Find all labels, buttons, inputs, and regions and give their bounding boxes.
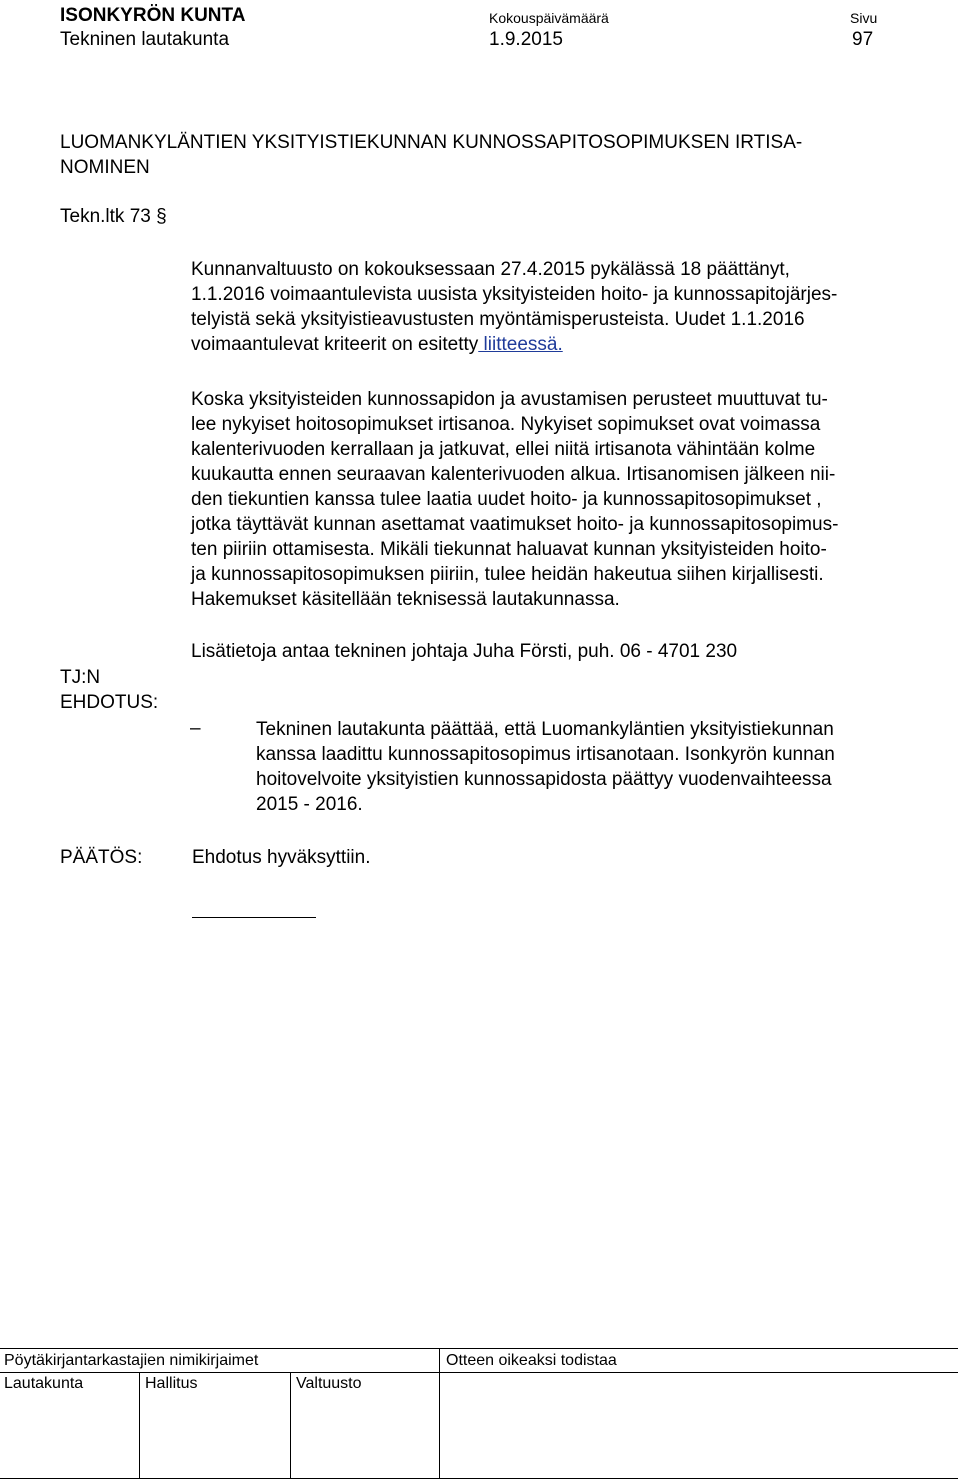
page-label: Sivu bbox=[850, 10, 878, 26]
meeting-date: 1.9.2015 bbox=[489, 29, 563, 50]
footer-divider bbox=[290, 1372, 291, 1478]
paragraph-reasoning bbox=[191, 387, 931, 612]
text-line bbox=[191, 332, 931, 357]
text-line: Kunnanvaltuusto on kokouksessaan 27.4.2015 pykälässä 18 päättänyt, bbox=[191, 259, 790, 280]
footer-bottom-rule bbox=[0, 1478, 958, 1479]
text-line: kanssa laadittu kunnossapitosopimus irtisanotaan. Isonkyrön kunnan bbox=[256, 744, 835, 765]
text-line: ten piiriin ottamisesta. Mikäli tiekunnat haluavat kunnan yksityisteiden hoito- bbox=[191, 539, 827, 560]
meeting-date-label: Kokouspäivämäärä bbox=[489, 10, 609, 26]
section-title-line: NOMINEN bbox=[60, 157, 150, 178]
footer-col-government: Hallitus bbox=[145, 1375, 198, 1392]
proposal-label-line: TJ:N bbox=[60, 667, 101, 688]
text-line: 2015 - 2016. bbox=[256, 794, 363, 815]
contact-info bbox=[191, 639, 931, 664]
text-line: kalenterivuoden kerrallaan ja jatkuvat, ellei niitä irtisanota vähintään kolme bbox=[191, 439, 816, 460]
proposal-label-line: EHDOTUS: bbox=[60, 692, 159, 713]
paragraph-background bbox=[191, 257, 931, 357]
footer-col-board: Lautakunta bbox=[4, 1375, 84, 1392]
text-line: telyistä sekä yksityistieavustusten myöntämisperusteista. Uudet 1.1.2016 bbox=[191, 309, 805, 330]
text-line: den tiekuntien kanssa tulee laatia uudet hoito- ja kunnossapitosopimukset , bbox=[191, 489, 822, 510]
section-title-line: LUOMANKYLÄNTIEN YKSITYISTIEKUNNAN KUNNOSSAPITOSOPIMUKSEN IRTISA- bbox=[60, 132, 803, 153]
footer-divider bbox=[439, 1348, 440, 1478]
section-title bbox=[60, 130, 940, 180]
proposal-label bbox=[60, 665, 158, 715]
attachment-link[interactable]: liitteessä. bbox=[478, 334, 563, 355]
text-line: Koska yksityisteiden kunnossapidon ja avustamisen perusteet muuttuvat tu- bbox=[191, 389, 828, 410]
signature-line bbox=[192, 917, 316, 918]
section-reference: Tekn.ltk 73 § bbox=[60, 206, 167, 227]
text-line: ja kunnossapitosopimuksen piiriin, tulee heidän hakeutua siihen kirjallisesti. bbox=[191, 564, 824, 585]
organization-name: ISONKYRÖN KUNTA bbox=[60, 5, 246, 26]
footer-middle-rule bbox=[0, 1372, 958, 1373]
footer-col-council: Valtuusto bbox=[296, 1375, 362, 1392]
proposal-text bbox=[256, 717, 946, 817]
footer-divider bbox=[139, 1372, 140, 1478]
decision-label: PÄÄTÖS: bbox=[60, 847, 143, 868]
text-fragment: voimaantulevat kriteerit on esitetty bbox=[191, 334, 479, 355]
bullet-dash: – bbox=[190, 718, 201, 739]
board-name: Tekninen lautakunta bbox=[60, 29, 230, 50]
text-line: jotka täyttävät kunnan asettamat vaatimukset hoito- ja kunnossapitosopimus- bbox=[191, 514, 839, 535]
page-number: 97 bbox=[852, 29, 874, 50]
certified-copy-label: Otteen oikeaksi todistaa bbox=[446, 1352, 617, 1369]
text-line: lee nykyiset hoitosopimukset irtisanoa. Nykyiset sopimukset ovat voimassa bbox=[191, 414, 821, 435]
text-line: Lisätietoja antaa tekninen johtaja Juha Försti, puh. 06 - 4701 230 bbox=[191, 641, 738, 662]
signatures-label: Pöytäkirjantarkastajien nimikirjaimet bbox=[4, 1352, 259, 1369]
text-line: kuukautta ennen seuraavan kalenterivuoden alkua. Irtisanomisen jälkeen nii- bbox=[191, 464, 836, 485]
text-line: hoitovelvoite yksityistien kunnossapidosta päättyy vuodenvaihteessa bbox=[256, 769, 832, 790]
text-line: 1.1.2016 voimaantulevista uusista yksityisteiden hoito- ja kunnossapitojärjes- bbox=[191, 284, 838, 305]
decision-text: Ehdotus hyväksyttiin. bbox=[192, 847, 371, 868]
footer-top-rule bbox=[0, 1348, 958, 1349]
text-line: Hakemukset käsitellään teknisessä lautakunnassa. bbox=[191, 589, 620, 610]
text-line: Tekninen lautakunta päättää, että Luomankyläntien yksityistiekunnan bbox=[256, 719, 834, 740]
